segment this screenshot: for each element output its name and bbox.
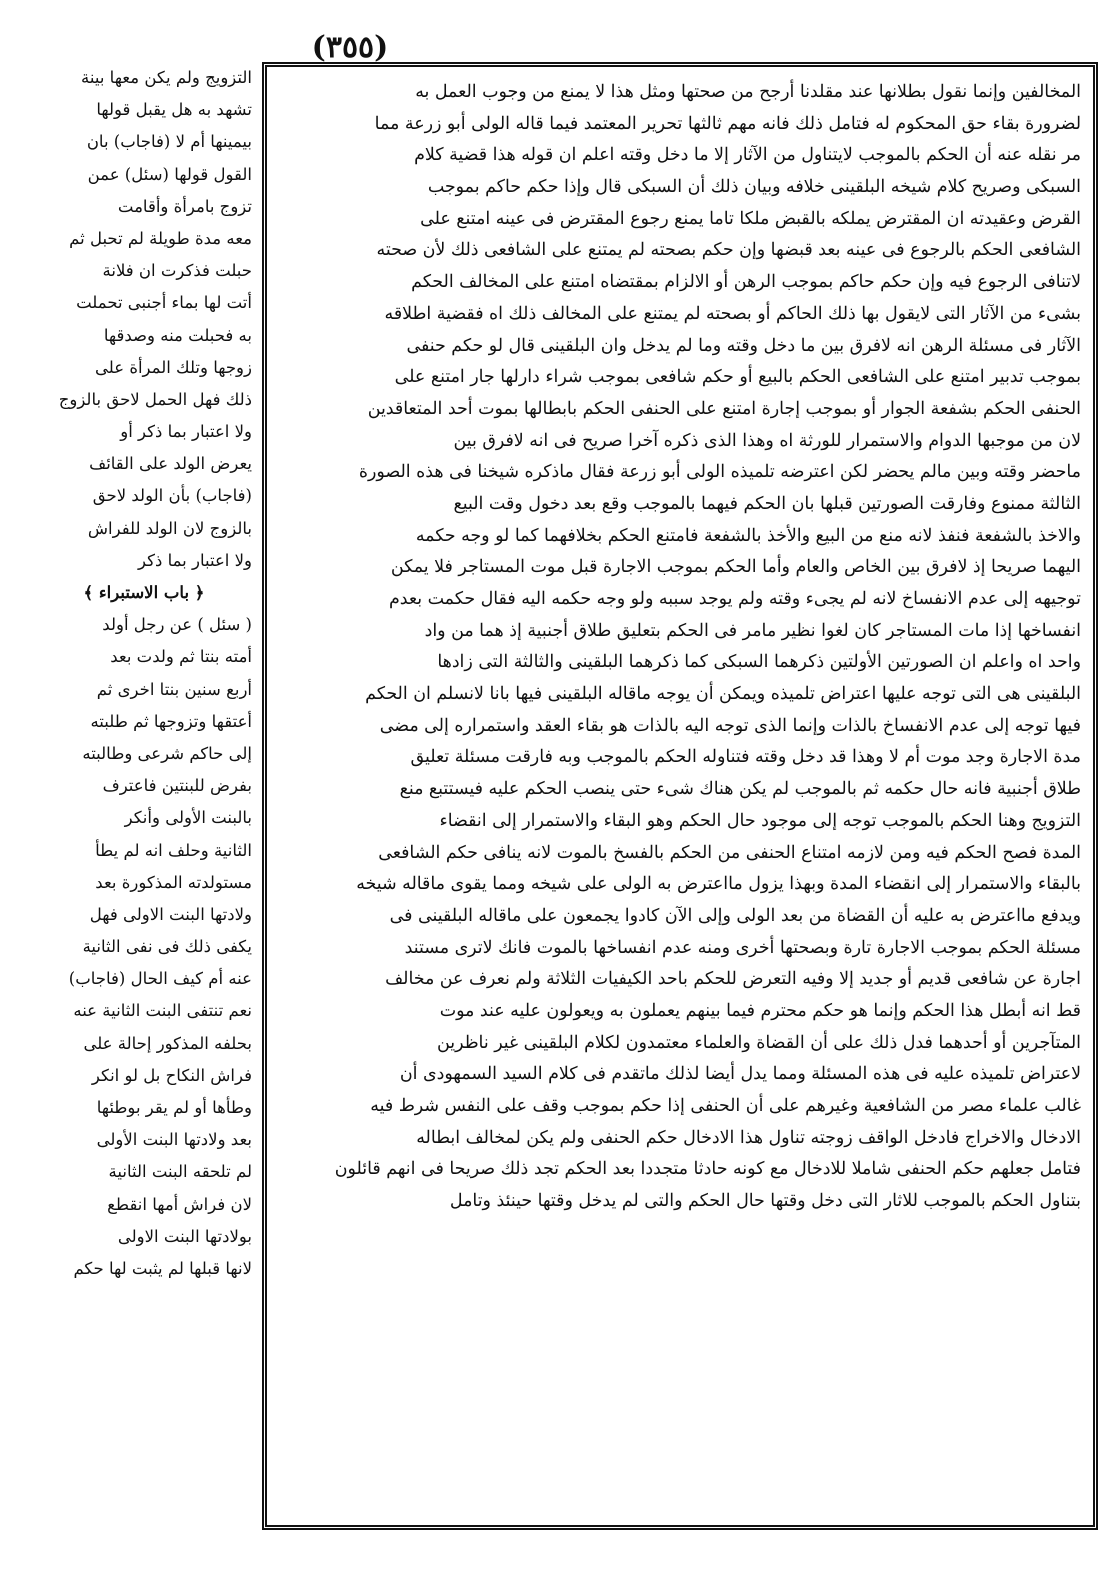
main-text-line: بموجب تدبير امتنع على الشافعى الحكم بالبيع أو حكم شافعى بموجب شراء دارلها جار امتنع على — [394, 367, 1081, 388]
main-text-line: الآثار فى مسئلة الرهن انه لافرق بين ما دخل وقته وما لم يدخل وان البلقينى قال لو حكم حنفى — [406, 335, 1081, 356]
margin-text-line: (فاجاب) بأن الولد لاحق — [92, 486, 252, 506]
main-text-line: لان من موجبها الدوام والاستمرار للورثة اه وهذا الذى ذكره آخرا صريح فى انه لافرق بين — [453, 430, 1081, 451]
main-text-line: الثالثة ممنوع وفارقت الصورتين قبلها بان الحكم فيهما بالموجب وقع بعد دخول وقت البيع — [453, 493, 1081, 514]
margin-text-line: تشهد به هل يقبل قولها — [96, 100, 252, 120]
main-text-line: البلقينى هى التى توجه عليها اعتراض تلميذه ويمكن أن يوجه ماقاله البلقينى فيها بانا لانسلم ان الحكم — [365, 684, 1081, 705]
main-text-line: مدة الاجارة وجد موت أم لا وهذا قد دخل وقته فتناوله الحكم بالموجب وبه فارقت مسئلة تعليق — [410, 747, 1081, 768]
main-text-line: قط انه أبطل هذا الحكم وإنما هو حكم محترم فيما بينهم يعملون به ويعولون عليه عند موت — [439, 1000, 1081, 1021]
main-text-line: الشافعى الحكم بالرجوع فى عينه بعد قبضها وإن حكم بصحته لم يمتنع على الشافعى ذلك لأن صحته — [376, 240, 1081, 261]
margin-text-line: ( سئل ) عن رجل أولد — [102, 615, 252, 635]
margin-commentary — [36, 62, 252, 1530]
main-text-line: لاتنافى الرجوع فيه وإن حكم حاكم بموجب الرهن أو الالزام بمقتضاه امتنع على المخالف الحكم — [411, 272, 1081, 293]
main-text-line: فيها توجه إلى عدم الانفساخ بالذات وإنما الذى توجه اليه بالذات هو بقاء العقد واستمراره إلى مضى — [379, 715, 1081, 736]
main-text-line: السبكى وصريح كلام شيخه البلقينى خلافه وبيان ذلك أن السبكى قال وإذا حكم حاكم بموجب — [427, 177, 1081, 198]
section-heading: ﴿ باب الاستبراء ﴾ — [83, 583, 205, 602]
margin-text-line: عنه أم كيف الحال (فاجاب) — [68, 969, 252, 989]
margin-text-line: الثانية وحلف انه لم يطأ — [95, 840, 252, 860]
main-text-line: المتآجرين أو أحدهما فدل ذلك على أن القضاة والعلماء معتمدون لكلام البلقينى غير ناظرين — [437, 1032, 1081, 1053]
margin-text-line: بعد ولادتها البنت الأولى — [96, 1130, 252, 1150]
margin-text-line: لان فراش أمها انقطع — [107, 1194, 252, 1214]
main-text-line: مر نقله عنه أن الحكم بالموجب لايتناول من الآثار إلا ما دخل وقته اعلم ان قوله هذا قضية كلام — [414, 145, 1081, 166]
main-text-line: الحنفى الحكم بشفعة الجوار أو بموجب إجارة امتنع على الحنفى الحكم بابطالها بموت أحد المتعاقدين — [367, 398, 1081, 419]
margin-text-line: بولادتها البنت الاولى — [117, 1226, 252, 1246]
margin-text-line: فراش النكاح بل لو انكر — [91, 1065, 252, 1085]
margin-text-line: التزويج ولم يكن معها بينة — [81, 68, 252, 87]
main-text-line: الادخال والاخراج فادخل الواقف زوجته تناول هذا الادخال حكم الحنفى ولم يكن لمخالف ابطاله — [416, 1127, 1081, 1148]
main-text-line: مسئلة الحكم بموجب الاجارة تارة وبصحتها أخرى ومنه عدم انفساخها بالموت فانك لاترى مستند — [404, 937, 1081, 958]
margin-text-line: أربع سنين بنتا اخرى ثم — [96, 679, 252, 699]
page-number: (٣٥٥) — [311, 30, 389, 65]
margin-text-line: يعرض الولد على القائف — [89, 454, 252, 474]
main-text-line: غالب علماء مصر من الشافعية وغيرهم على أن الحنفى إذا حكم بموجب وقف على النفس شرط فيه — [370, 1096, 1081, 1116]
margin-text-line: لانها قبلها لم يثبت لها حكم — [73, 1258, 252, 1278]
main-text-line: فتامل جعلهم حكم الحنفى شاملا للادخال مع كونه حادثا متجددا بعد الحكم تجد ذلك صريحا فى انهم قائلون — [334, 1159, 1081, 1180]
margin-text-line: بالزوج لان الولد للفراش — [87, 518, 252, 538]
main-text-body — [279, 77, 1081, 1218]
margin-text-line: أمته بنتا ثم ولدت بعد — [110, 647, 252, 667]
main-text-line: واحد اه واعلم ان الصورتين الأولتين ذكرهما السبكى كما ذكرهما البلقينى والثالثة التى زادها — [437, 652, 1081, 673]
margin-text-line: ولا اعتبار بما ذكر أو — [120, 422, 252, 442]
margin-text-line: القول قولها (سئل) عمن — [87, 164, 252, 184]
main-text-line: والاخذ بالشفعة فنفذ لانه منع من البيع والأخذ بالشفعة فامتنع الحكم بخلافهما كما لو وجه حكمه — [415, 525, 1081, 546]
main-text-frame — [262, 62, 1098, 1530]
main-text-line: بشىء من الآثار التى لايقول بها ذلك الحاكم أو بصحته لم يمتنع على المخالف ذلك اه فقضية اطلاقه — [384, 303, 1081, 324]
margin-text-line: بفرض للبنتين فاعترف — [102, 776, 252, 796]
main-text-line: توجيهه إلى عدم الانفساخ لانه لم يجىء وقته ولم يوجد سببه ولو وجه حكمه اليه فقال حكمت بعدم — [388, 589, 1081, 609]
main-text-line: القرض وعقيدته ان المقترض يملكه بالقبض ملكا تاما يمنع رجوع المقترض فى عينه امتنع على — [420, 208, 1081, 229]
main-text-line: المخالفين وإنما نقول بطلانها عند مقلدنا أرجح من صحتها ومثل هذا لا يمنع من وجوب العمل به — [415, 82, 1081, 102]
margin-text-line: لم تلحقه البنت الثانية — [108, 1162, 252, 1182]
margin-text-line: أعتقها وتزوجها ثم طلبته — [90, 711, 252, 731]
margin-text-line: وطأها أو لم يقر بوطئها — [96, 1098, 252, 1117]
margin-text-line: تزوج بامرأة وأقامت — [117, 196, 252, 216]
main-text-line: ماحضر وقته وبين مالم يحضر لكن اعترضه تلميذه الولى أبو زرعة فقال ماذكره شيخنا فى هذه الصورة — [358, 462, 1081, 483]
margin-text-line: بالبنت الأولى وأنكر — [124, 808, 252, 828]
main-text-line: التزويج وهنا الحكم بالموجب توجه إلى موجود حال الحكم وهو البقاء والاستمرار إلى انقضاء — [439, 810, 1081, 831]
margin-text-line: إلى حاكم شرعى وطالبته — [82, 743, 252, 763]
main-text-line: ويدفع مااعترض به عليه أن القضاة من بعد الولى وإلى الآن كادوا يجمعون على ماقاله البلقينى فى — [389, 905, 1081, 926]
main-text-line: بالبقاء والاستمرار إلى انقضاء المدة وبهذا يزول مااعترض به الولى على شيخه ومما يقوى ماقاله شيخه — [356, 874, 1081, 895]
margin-text-line: ولادتها البنت الاولى فهل — [89, 904, 252, 924]
margin-text-line: يكفى ذلك فى نفى الثانية — [82, 937, 252, 957]
margin-text-line: حبلت فذكرت ان فلانة — [102, 261, 252, 281]
main-text-line: لاعتراض تلميذه عليه فى هذه المسئلة ومما يدل أيضا لذلك ماتقدم فى كلام السيد السمهودى أن — [399, 1064, 1081, 1085]
main-text-line: لضرورة بقاء حق المحكوم له فتامل ذلك فانه مهم ثالثها تحرير المعتمد فيما قاله الولى أبو زرعة مما — [374, 113, 1081, 134]
margin-text-line: نعم تنتفى البنت الثانية عنه — [73, 1001, 252, 1021]
main-text-line: المدة فصح الحكم فيه ومن لازمه امتناع الحنفى من الحكم بالفسخ بالموت لانه ينافى حكم الشافعى — [378, 842, 1081, 863]
margin-text-line: مستولدته المذكورة بعد — [95, 872, 252, 892]
main-text-line: بتناول الحكم بالموجب للاثار التى دخل وقتها حال الحكم والتى لم يدخل وقتها حينئذ وتامل — [449, 1191, 1081, 1212]
margin-text-line: معه مدة طويلة لم تحبل ثم — [69, 228, 252, 248]
main-text-line: انفساخها إذا مات المستاجر كان لغوا نظير مامر فى الحكم بتعليق طلاق أجنبية إذ هما من واد — [424, 620, 1081, 641]
margin-text-line: ذلك فهل الحمل لاحق بالزوج — [58, 389, 252, 409]
main-text-line: طلاق أجنبية فانه حال حكمه ثم بالموجب لم يكن هناك شىء حتى ينصب الحكم عليه فيستتبع منع — [399, 779, 1081, 800]
margin-text-line: بحلفه المذكور إحالة على — [83, 1033, 252, 1053]
margin-text-line: به فحبلت منه وصدقها — [103, 325, 252, 345]
main-text-line: اليهما صريحا إذ لافرق بين الخاص والعام وأما الحكم بموجب الاجارة قبل موت المستاجر فلا يمكن — [390, 557, 1081, 578]
margin-text-line: بيمينها أم لا (فاجاب) بان — [86, 132, 252, 152]
margin-text-line: زوجها وتلك المرأة على — [95, 357, 252, 377]
margin-text-line: ولا اعتبار بما ذكر — [138, 550, 252, 570]
margin-text-line: أتت لها بماء أجنبى تحملت — [76, 293, 252, 313]
main-text-line: اجارة عن شافعى قديم أو جديد إلا وفيه التعرض للحكم باحد الكيفيات الثلاثة ولم نعرف عن مخالف — [385, 969, 1081, 990]
